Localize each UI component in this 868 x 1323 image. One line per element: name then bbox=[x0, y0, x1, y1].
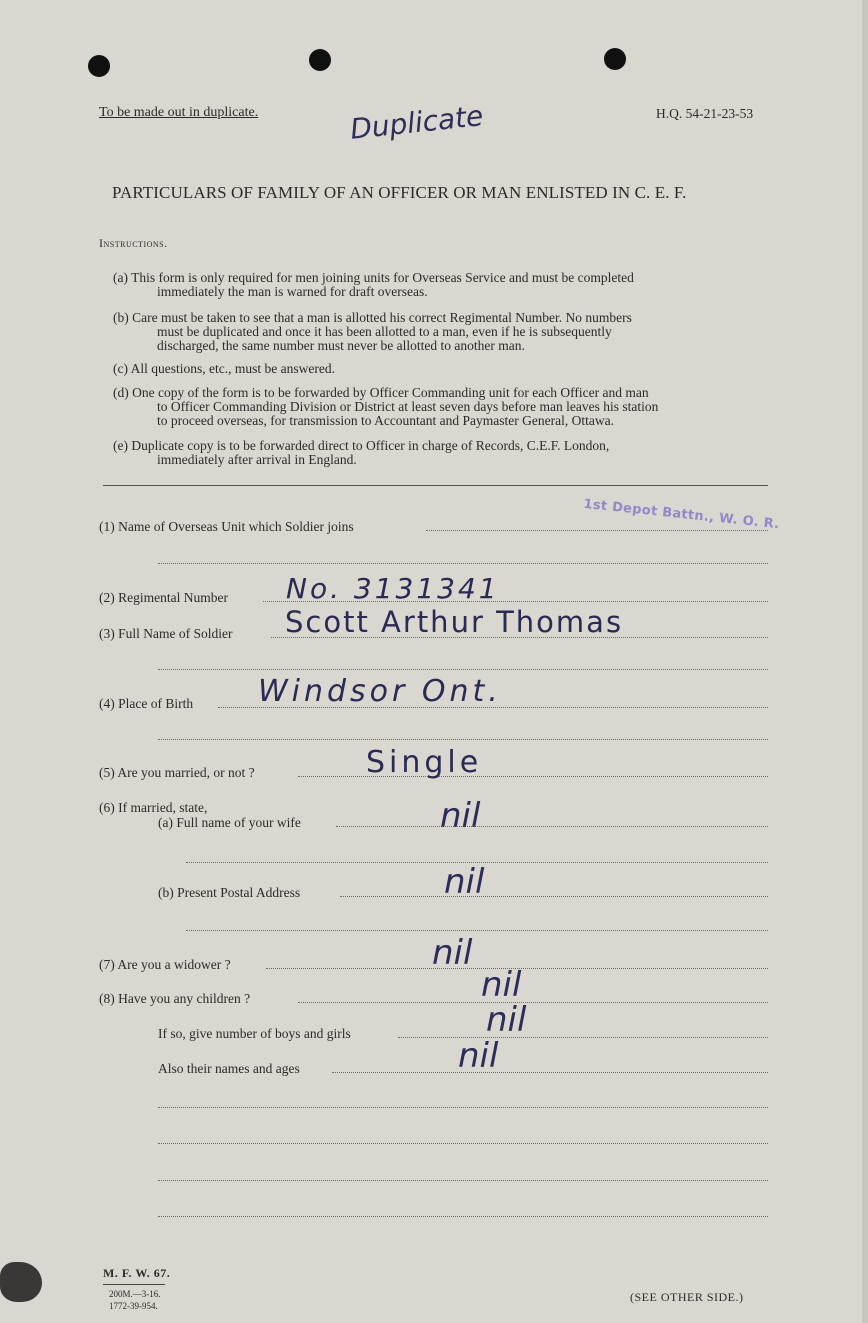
instruction-text: All questions, etc., must be answered. bbox=[130, 361, 335, 376]
children-label: (8) Have you any children ? bbox=[99, 991, 251, 1006]
if-married-label: (6) If married, state, bbox=[99, 800, 208, 815]
punch-hole-left bbox=[88, 55, 110, 77]
widower-value: nil bbox=[432, 933, 473, 973]
names-ages-line-4 bbox=[158, 1180, 768, 1181]
unit-line-2 bbox=[158, 563, 768, 564]
punch-hole-center bbox=[309, 49, 331, 71]
widower-label: (7) Are you a widower ? bbox=[99, 957, 231, 972]
names-ages-label: Also their names and ages bbox=[158, 1061, 300, 1076]
instruction-letter: (a) bbox=[113, 270, 128, 285]
form-code: M. F. W. 67. bbox=[103, 1266, 171, 1280]
instructions-heading: Instructions. bbox=[99, 236, 168, 250]
full-name-line-2 bbox=[158, 669, 768, 670]
unit-label: (1) Name of Overseas Unit which Soldier joins bbox=[99, 519, 354, 534]
unit-stamp: 1st Depot Battn., W. O. R. bbox=[582, 496, 781, 533]
postal-label: (b) Present Postal Address bbox=[158, 885, 301, 900]
names-ages-line-3 bbox=[158, 1143, 768, 1144]
postal-line-2 bbox=[186, 930, 768, 931]
full-name-value: Scott Arthur Thomas bbox=[285, 605, 624, 639]
instruction-text: to Officer Commanding Division or District at least seven days before man leaves his station bbox=[157, 399, 659, 414]
birth-place-value: Windsor Ont. bbox=[258, 674, 502, 709]
reg-number-value: No. 3131341 bbox=[286, 572, 500, 605]
instruction-letter: (e) bbox=[113, 438, 128, 453]
children-line bbox=[298, 1002, 768, 1003]
names-ages-line-5 bbox=[158, 1216, 768, 1217]
instruction-text: Care must be taken to see that a man is allotted his correct Regimental Number. No numbers bbox=[132, 310, 632, 325]
names-ages-line bbox=[332, 1072, 768, 1073]
instruction-text: This form is only required for men joining units for Overseas Service and must be completed bbox=[131, 270, 634, 285]
instruction-text: must be duplicated and once it has been allotted to a man, even if he is subsequently bbox=[157, 324, 612, 339]
names-ages-value: nil bbox=[458, 1036, 499, 1076]
instruction-text: to proceed overseas, for transmission to Accountant and Paymaster General, Ottawa. bbox=[157, 413, 614, 428]
ink-blot bbox=[0, 1262, 42, 1302]
instruction-text: discharged, the same number must never be allotted to another man. bbox=[157, 338, 525, 353]
reg-number-label: (2) Regimental Number bbox=[99, 590, 228, 605]
instruction-text: Duplicate copy is to be forwarded direct to Officer in charge of Records, C.E.F. London, bbox=[131, 438, 610, 453]
names-ages-line-2 bbox=[158, 1107, 768, 1108]
married-value: Single bbox=[366, 745, 483, 780]
boys-girls-line bbox=[398, 1037, 768, 1038]
wife-name-line bbox=[336, 826, 768, 827]
boys-girls-label: If so, give number of boys and girls bbox=[158, 1026, 351, 1041]
instruction-text: immediately the man is warned for draft overseas. bbox=[157, 284, 428, 299]
instruction-letter: (c) bbox=[113, 361, 128, 376]
instruction-text: immediately after arrival in England. bbox=[157, 452, 357, 467]
footer-rule bbox=[103, 1284, 165, 1285]
unit-line bbox=[426, 530, 768, 531]
duplicate-note: To be made out in duplicate. bbox=[99, 105, 259, 120]
print-code: 1772-39-954. bbox=[109, 1301, 158, 1311]
instruction-text: One copy of the form is to be forwarded by Officer Commanding unit for each Officer and man bbox=[132, 385, 649, 400]
punch-hole-right bbox=[604, 48, 626, 70]
postal-line bbox=[340, 896, 768, 897]
birth-place-label: (4) Place of Birth bbox=[99, 696, 194, 711]
instruction-letter: (b) bbox=[113, 310, 129, 325]
file-reference: H.Q. 54-21-23-53 bbox=[656, 106, 754, 121]
instruction-a bbox=[113, 271, 773, 299]
print-run: 200M.—3-16. bbox=[109, 1289, 161, 1299]
instruction-c bbox=[113, 362, 773, 376]
full-name-label: (3) Full Name of Soldier bbox=[99, 626, 233, 641]
wife-name-value: nil bbox=[440, 796, 481, 836]
duplicate-annotation: Duplicate bbox=[348, 99, 485, 146]
instruction-e bbox=[113, 439, 773, 467]
married-label: (5) Are you married, or not ? bbox=[99, 765, 255, 780]
form-title: PARTICULARS OF FAMILY OF AN OFFICER OR MAN ENLISTED IN C. E. F. bbox=[112, 183, 687, 202]
see-other-side: (SEE OTHER SIDE.) bbox=[630, 1290, 744, 1304]
children-value: nil bbox=[481, 965, 522, 1005]
instruction-letter: (d) bbox=[113, 385, 129, 400]
wife-name-label: (a) Full name of your wife bbox=[158, 815, 301, 830]
section-divider bbox=[103, 485, 768, 486]
birth-place-line-2 bbox=[158, 739, 768, 740]
instruction-d bbox=[113, 386, 773, 428]
boys-girls-value: nil bbox=[486, 1000, 527, 1040]
postal-value: nil bbox=[444, 862, 485, 902]
instruction-b bbox=[113, 311, 773, 353]
